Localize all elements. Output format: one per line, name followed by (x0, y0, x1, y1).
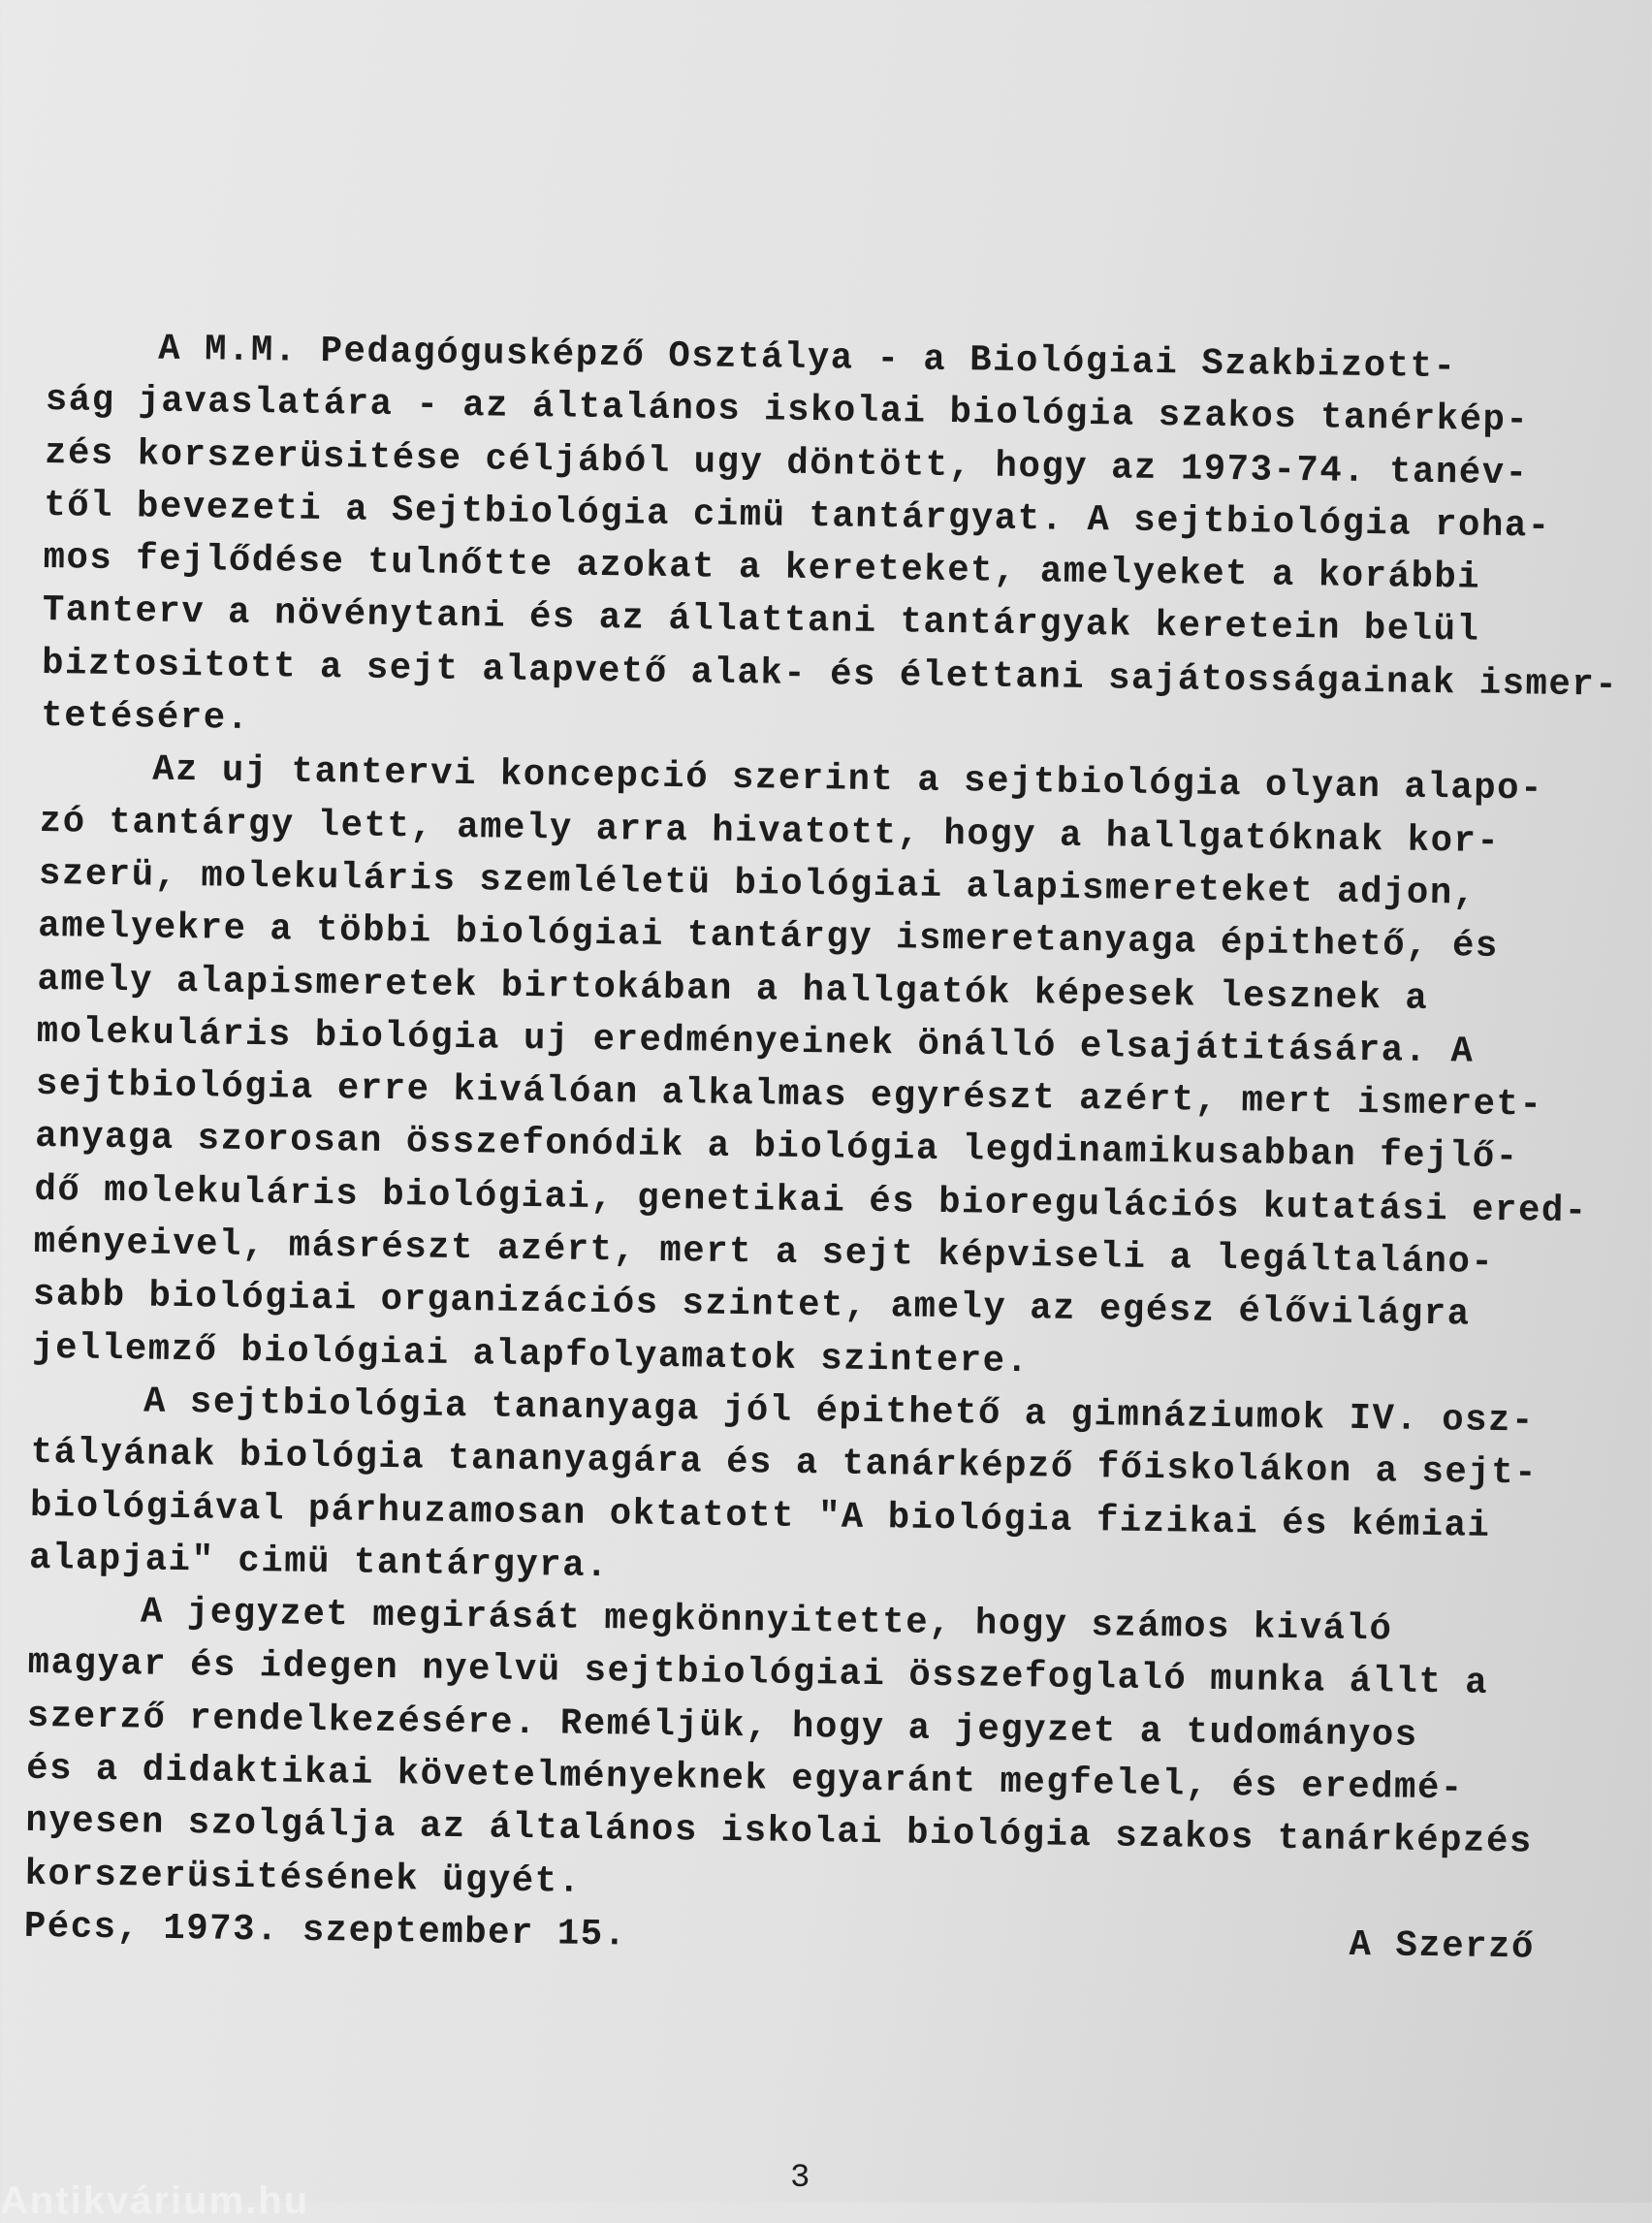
text-line: amelyekre a többi biológiai tantárgy ismeretanyaga épithető, és (37, 905, 1500, 969)
text-line: től bevezeti a Sejtbiológia cimü tantárgyat. A sejtbiológia roha- (44, 484, 1552, 548)
text-line: szerü, molekuláris szemléletü biológiai alapismereteket adjon, (38, 852, 1477, 915)
text-line: mos fejlődése tulnőtte azokat a kereteket, amelyeket a korábbi (43, 537, 1481, 599)
text-line: nyesen szolgálja az általános iskolai biológia szakos tanárképzés (25, 1800, 1534, 1863)
text-line: alapjai" cimü tantárgyra. (28, 1537, 610, 1588)
text-line: jellemző biológiai alapfolyamatok szintere. (31, 1326, 1030, 1382)
text-line: magyar és idegen nyelvü sejtbiológiai összefoglaló munka állt a (27, 1642, 1489, 1705)
text-line: Tanterv a növénytani és az állattani tantárgyak keretein belül (42, 589, 1480, 652)
text-line: anyaga szorosan összefonódik a biológia legdinamikusabban fejlő- (34, 1116, 1520, 1179)
text-line: sejtbiológia erre kiválóan alkalmas egyrészt azért, mert ismeret- (35, 1064, 1543, 1127)
text-line: Az uj tantervi koncepció szerint a sejtbiológia olyan alapo- (151, 748, 1544, 810)
text-line: szerző rendelkezésére. Reméljük, hogy a jegyzet a tudományos (26, 1695, 1419, 1757)
text-line: dő molekuláris biológiai, genetikai és bioregulációs kutatási ered- (34, 1168, 1589, 1233)
text-line: tályának biológia tananyagára és a tanárképző főiskolákon a sejt- (30, 1432, 1539, 1495)
text-line: ság javaslatára - az általános iskolai biológia szakos tanérkép- (45, 379, 1530, 442)
page-number: 3 (790, 2160, 810, 2197)
document-body (23, 322, 1636, 1976)
text-line: korszerüsitésének ügyét. (24, 1853, 582, 1903)
text-line: tetésére. (41, 695, 250, 741)
text-line: és a didaktikai követelményeknek egyaránt megfelel, és eredmé- (25, 1747, 1465, 1810)
text-line: molekuláris biológia uj eredményeinek önálló elsajátitására. A (36, 1010, 1475, 1073)
text-line: zó tantárgy lett, amely arra hivatott, hogy a hallgatóknak kor- (39, 800, 1501, 863)
text-line: amely alapismeretek birtokában a hallgatók képesek lesznek a (37, 958, 1429, 1020)
text-line: sabb biológiai organizációs szintet, amely az egész élővilágra (32, 1274, 1471, 1336)
text-line: biológiával párhuzamosan oktatott "A biológia fizikai és kémiai (29, 1484, 1491, 1547)
text-line: ményeivel, másrészt azért, mert a sejt képviseli a legáltaláno- (33, 1221, 1495, 1284)
signature: A Szerző (1349, 1923, 1536, 1969)
text-line: A M.M. Pedagógusképző Osztálya - a Biológiai Szakbizott- (157, 328, 1457, 389)
watermark: Antikvárium.hu (0, 2179, 310, 2222)
text-line: A jegyzet megirását megkönnyitette, hogy számos kiváló (140, 1591, 1393, 1651)
text-line: zés korszerüsitése céljából ugy döntött, hogy az 1973-74. tanév- (44, 431, 1529, 494)
text-line: A sejtbiológia tananyaga jól épithető a gimnáziumok IV. osz- (143, 1381, 1536, 1443)
text-line: biztositott a sejt alapvető alak- és élettani sajátosságainak ismer- (41, 642, 1619, 707)
place-date: Pécs, 1973. szeptember 15. (23, 1905, 627, 1956)
